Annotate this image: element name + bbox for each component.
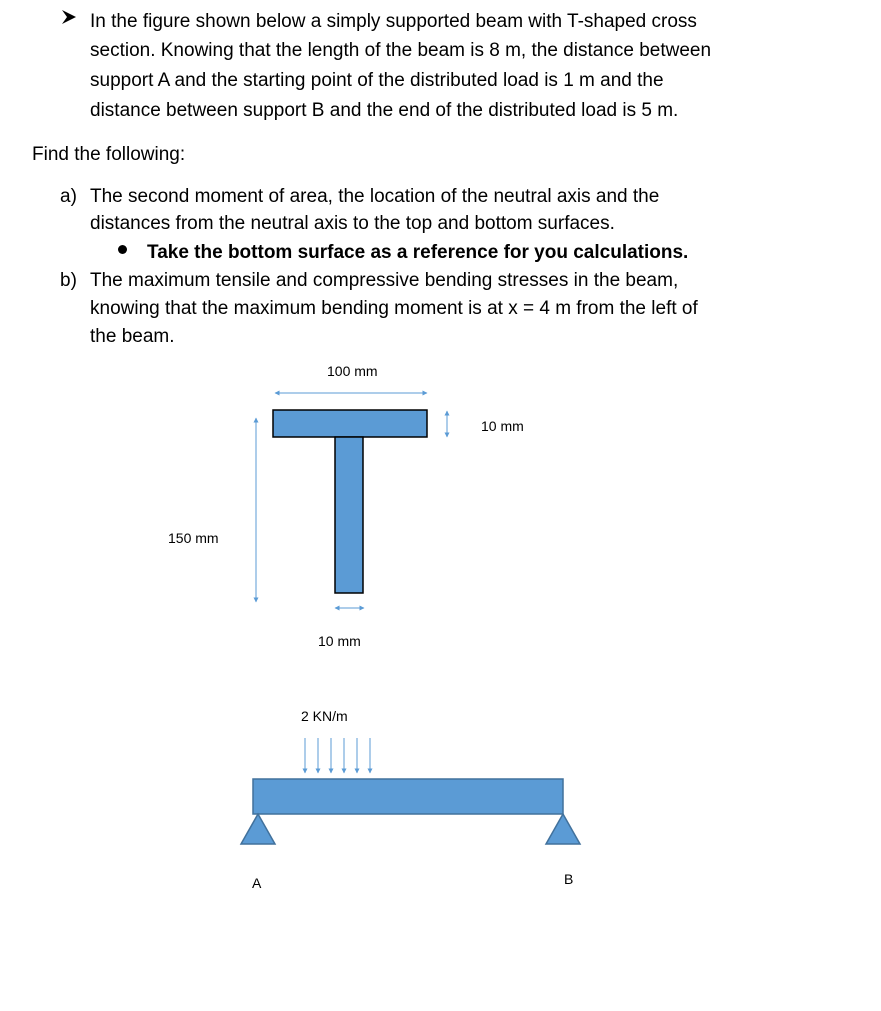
item-b-label: b) (60, 270, 77, 291)
item-a-line-2: distances from the neutral axis to the top and bottom surfaces. (90, 213, 615, 234)
web-thickness-label: 10 mm (318, 633, 361, 649)
support-b-triangle (546, 814, 580, 844)
flange-thickness-label: 10 mm (481, 418, 524, 434)
item-a-line-1: The second moment of area, the location of the neutral axis and the (90, 186, 660, 207)
find-heading: Find the following: (32, 144, 186, 165)
item-b-line-2: knowing that the maximum bending moment is at x = 4 m from the left of (90, 298, 698, 319)
item-b-line-1: The maximum tensile and compressive bending stresses in the beam, (90, 270, 679, 291)
intro-line-3: support A and the starting point of the distributed load is 1 m and the (90, 70, 664, 91)
intro-line-4: distance between support B and the end of the distributed load is 5 m. (90, 100, 679, 121)
height-label: 150 mm (168, 530, 219, 546)
intro-line-1: In the figure shown below a simply supported beam with T-shaped cross (90, 11, 697, 32)
support-a-label: A (252, 875, 262, 891)
t-section-flange (273, 410, 427, 437)
beam-body (253, 779, 563, 814)
flange-width-label: 100 mm (327, 363, 378, 379)
intro-line-2: section. Knowing that the length of the beam is 8 m, the distance between (90, 40, 712, 61)
distributed-load-arrows (305, 738, 370, 773)
item-a-label: a) (60, 186, 77, 207)
t-section-web (335, 437, 363, 593)
load-label: 2 KN/m (301, 708, 348, 724)
item-a-bullet: Take the bottom surface as a reference for you calculations. (147, 242, 689, 263)
item-b-line-3: the beam. (90, 326, 175, 347)
support-b-label: B (564, 871, 574, 887)
support-a-triangle (241, 814, 275, 844)
